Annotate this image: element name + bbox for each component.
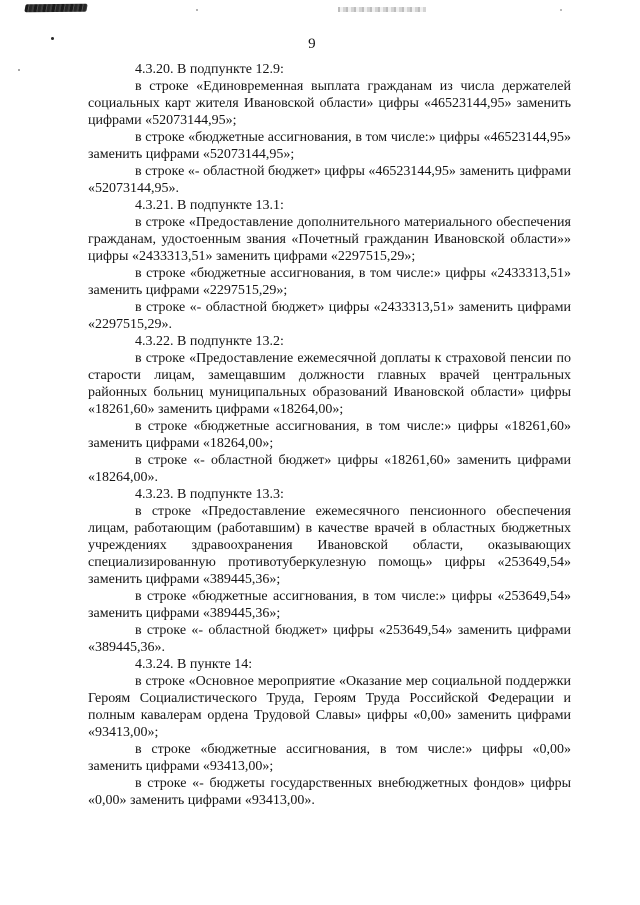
paragraph: в строке «- бюджеты государственных внебюджетных фондов» цифры «0,00» заменить цифрами «93413,00». <box>88 776 571 808</box>
paragraph: в строке «- областной бюджет» цифры «46523144,95» заменить цифрами «52073144,95». <box>88 164 571 196</box>
paragraph: в строке «- областной бюджет» цифры «253649,54» заменить цифрами «389445,36». <box>88 623 571 655</box>
paragraph: в строке «бюджетные ассигнования, в том числе:» цифры «253649,54» заменить цифрами «389445,36»; <box>88 589 571 621</box>
paragraph: в строке «Предоставление ежемесячного пенсионного обеспечения лицам, работающим (работавшим) в качестве врачей в областных бюджетных учреждениях здравоохранения Ивановской области, оказывающих специализированную противотуберкулезную помощь» цифры «253649,54» заменить цифрами «389445,36»; <box>88 504 571 587</box>
paragraph: в строке «бюджетные ассигнования, в том числе:» цифры «0,00» заменить цифрами «93413,00»; <box>88 742 571 774</box>
paragraph: в строке «- областной бюджет» цифры «18261,60» заменить цифрами «18264,00». <box>88 453 571 485</box>
paragraph: в строке «бюджетные ассигнования, в том числе:» цифры «2433313,51» заменить цифрами «2297515,29»; <box>88 266 571 298</box>
page-number: 9 <box>308 36 316 52</box>
paragraph: в строке «Предоставление ежемесячной доплаты к страховой пенсии по старости лицам, замещавшим должности главных врачей центральных районных больниц муниципальных образований Ивановской области» цифры «18261,60» заменить цифрами «18264,00»; <box>88 351 571 417</box>
scan-noise-top-center <box>338 7 426 12</box>
section-heading: 4.3.23. В подпункте 13.3: <box>135 487 284 502</box>
section-heading: 4.3.24. В пункте 14: <box>135 657 253 672</box>
section-heading: 4.3.21. В подпункте 13.1: <box>135 198 284 213</box>
paragraph: в строке «бюджетные ассигнования, в том числе:» цифры «46523144,95» заменить цифрами «52073144,95»; <box>88 130 571 162</box>
paragraph: в строке «бюджетные ассигнования, в том числе:» цифры «18261,60» заменить цифрами «18264,00»; <box>88 419 571 451</box>
paragraph: в строке «- областной бюджет» цифры «2433313,51» заменить цифрами «2297515,29». <box>88 300 571 332</box>
paragraph: в строке «Предоставление дополнительного материального обеспечения гражданам, удостоенным звания «Почетный гражданин Ивановской области»» цифры «2433313,51» заменить цифрами «2297515,29»; <box>88 215 571 264</box>
section-heading: 4.3.20. В подпункте 12.9: <box>135 62 284 77</box>
scan-noise-top-left <box>24 4 87 12</box>
section-heading: 4.3.22. В подпункте 13.2: <box>135 334 284 349</box>
paragraph: в строке «Основное мероприятие «Оказание мер социальной поддержки Героям Социалистического Труда, Героям Труда Российской Федерации и полным кавалерам ордена Трудовой Славы» цифры «0,00» заменить цифрами «93413,00»; <box>88 674 571 740</box>
scan-speck <box>196 9 198 11</box>
scan-speck <box>18 69 20 71</box>
document-body <box>88 61 571 809</box>
paragraph: в строке «Единовременная выплата гражданам из числа держателей социальных карт жителя Ивановской области» цифры «46523144,95» заменить цифрами «52073144,95»; <box>88 79 571 128</box>
scan-speck <box>560 9 562 11</box>
